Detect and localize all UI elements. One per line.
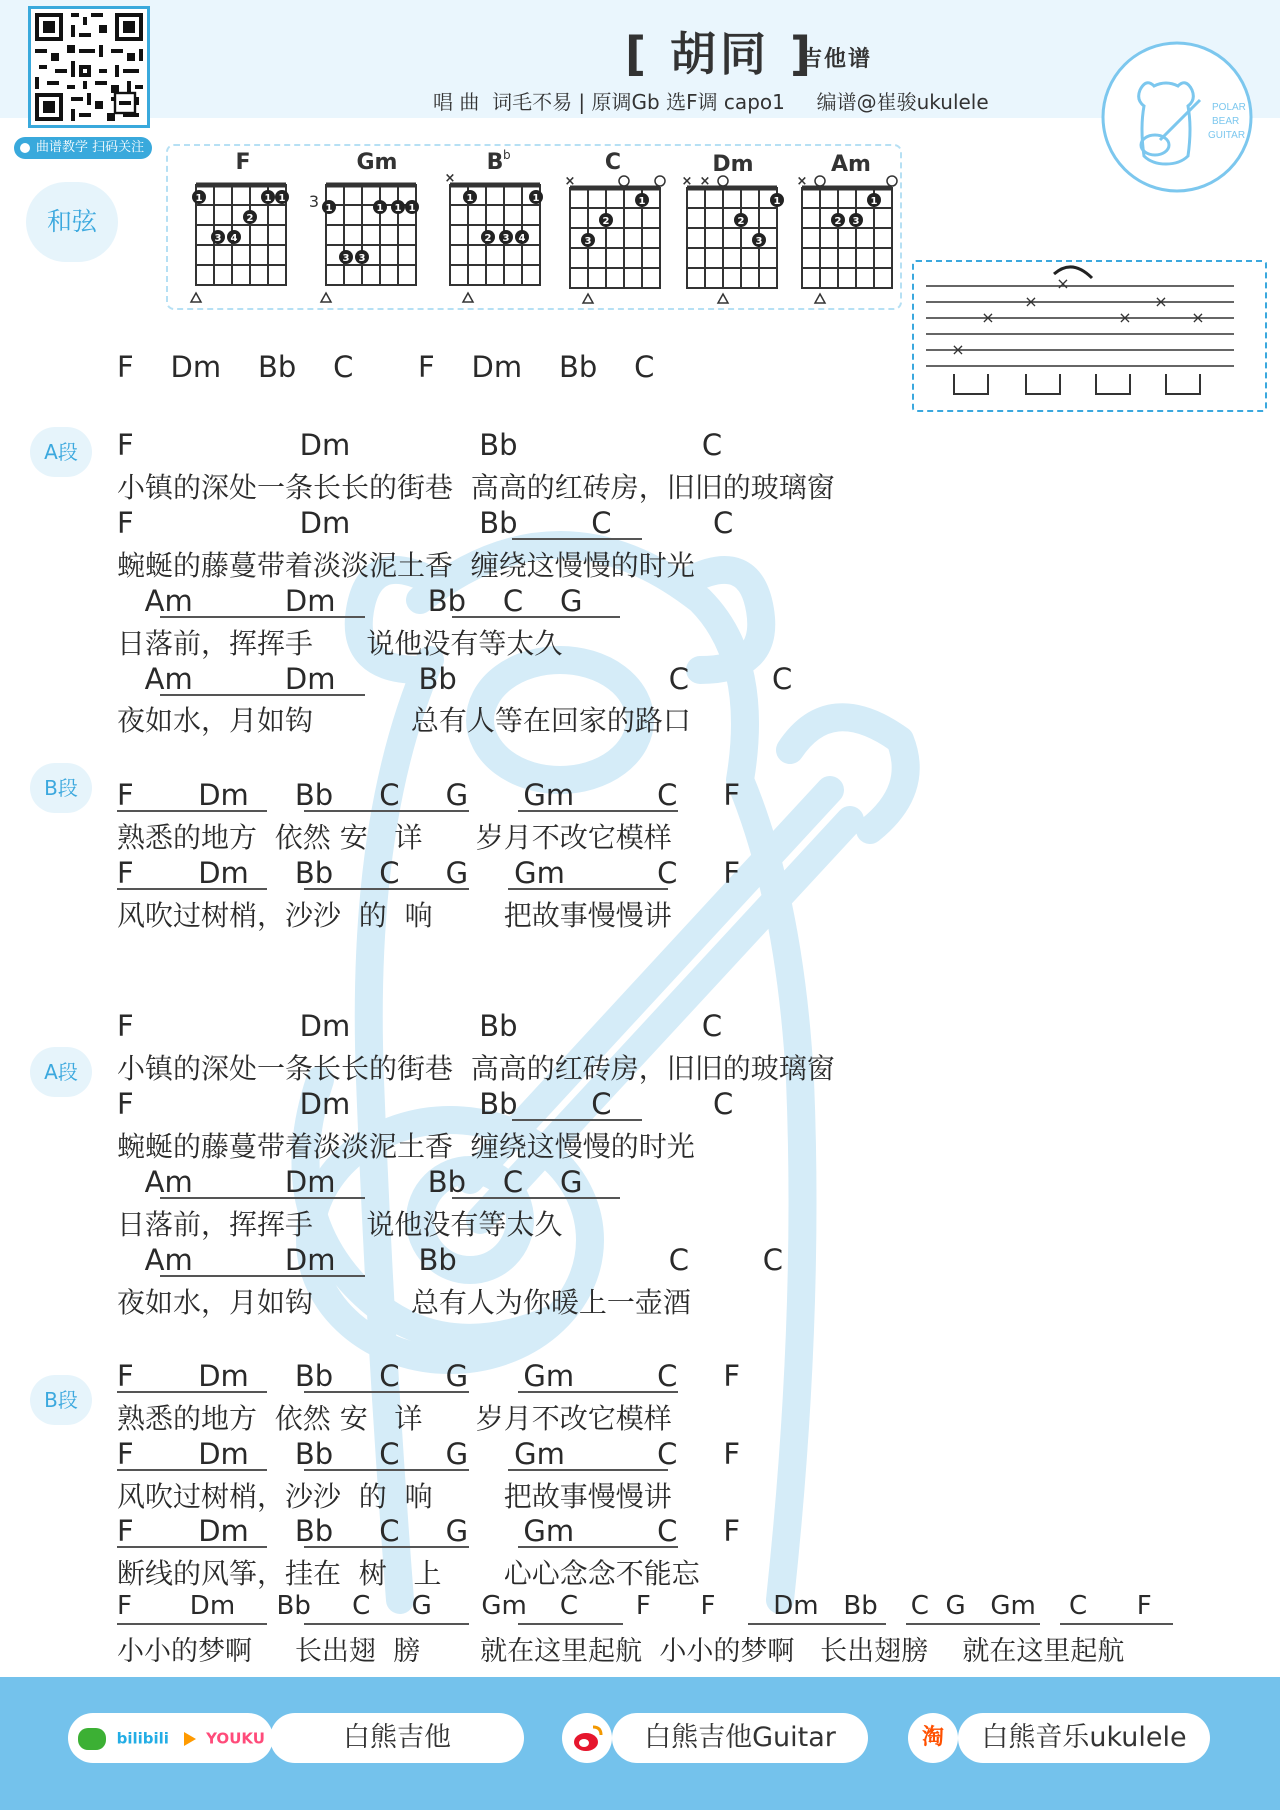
section-label-a: A段	[30, 427, 92, 477]
lyric-line: 风吹过树梢，沙沙 的 响 把故事慢慢讲	[117, 1480, 672, 1513]
svg-text:×: ×	[681, 174, 693, 189]
lyric-line: 蜿蜒的藤蔓带着淡淡泥土香 缠绕这慢慢的时光	[117, 1130, 695, 1163]
svg-text:3: 3	[358, 253, 366, 264]
lyric-line: 蜿蜒的藤蔓带着淡淡泥土香 缠绕这慢慢的时光	[117, 549, 695, 582]
chord-underline	[117, 1469, 267, 1471]
svg-text:3: 3	[755, 236, 763, 247]
weibo-name-pill[interactable]: 白熊吉他Guitar	[612, 1713, 868, 1763]
section-label-b: B段	[30, 1375, 92, 1425]
chord-underline	[452, 1197, 620, 1199]
chord-underline	[304, 1391, 469, 1393]
chord-line: Am Dm Bb C G	[117, 1165, 583, 1199]
svg-text:1: 1	[532, 193, 540, 204]
svg-text:1: 1	[773, 196, 781, 207]
chord-line: F Dm Bb C G Gm C F	[117, 1359, 741, 1393]
chord-diagram-f	[191, 185, 289, 302]
chord-underline	[160, 616, 365, 618]
chord-diagram-gm	[309, 185, 419, 302]
channel-name-pill[interactable]: 白熊吉他	[270, 1713, 524, 1763]
chord-diagram-bb	[445, 171, 543, 302]
lyric-line: 断线的风筝，挂在 树 上 心心念念不能忘	[117, 1557, 700, 1590]
svg-text:×: ×	[1024, 292, 1038, 311]
chord-line: F Dm Bb C G Gm C F	[117, 856, 741, 890]
logo-text-line: POLAR	[1212, 102, 1246, 113]
chord-line: F Dm Bb C	[117, 1009, 723, 1043]
svg-text:2: 2	[484, 233, 492, 244]
chord-line: F Dm Bb C G Gm C F	[117, 778, 741, 812]
lyric-line: 小小的梦啊 长出翅 膀 就在这里起航 小小的梦啊 长出翅膀 就在这里起航	[117, 1636, 1125, 1667]
chord-underline	[452, 616, 620, 618]
svg-text:×: ×	[1191, 308, 1205, 327]
svg-text:×: ×	[796, 174, 808, 189]
lyric-line: 小镇的深处一条长长的街巷 高高的红砖房，旧旧的玻璃窗	[117, 1052, 835, 1085]
taobao-icon[interactable]	[908, 1713, 958, 1763]
logo-text-line: GUITAR	[1208, 130, 1246, 141]
chord-underline	[508, 1469, 668, 1471]
svg-text:4: 4	[230, 233, 238, 244]
intro-progression: F Dm Bb C F Dm Bb C	[117, 350, 655, 384]
chord-line: F Dm Bb C G Gm C F	[117, 1514, 741, 1548]
chord-underline	[117, 1623, 267, 1625]
taobao-name-pill[interactable]: 白熊音乐ukulele	[958, 1713, 1210, 1763]
chord-name: C	[604, 150, 622, 175]
chord-underline	[518, 1546, 678, 1548]
lyric-line: 日落前，挥挥手 说他没有等太久	[117, 627, 563, 660]
lyric-line: 熟悉的地方 依然 安 详 岁月不改它模样	[117, 821, 672, 854]
chord-underline	[512, 538, 642, 540]
svg-text:3: 3	[584, 236, 592, 247]
chord-flat-mark: b	[503, 148, 511, 162]
chord-underline	[518, 1391, 678, 1393]
svg-text:×: ×	[699, 174, 711, 189]
chord-underline	[304, 1469, 469, 1471]
chord-line: Am Dm Bb C C	[117, 662, 793, 696]
chord-underline	[1060, 1623, 1173, 1625]
chord-line: Am Dm Bb C C	[117, 1243, 784, 1277]
chord-name: B	[486, 150, 504, 175]
svg-text:1: 1	[195, 193, 203, 204]
svg-text:1: 1	[870, 196, 878, 207]
weibo-icon[interactable]	[562, 1713, 612, 1763]
section-label-a: A段	[30, 1047, 92, 1097]
song-title-suffix: 吉他谱	[800, 47, 873, 72]
chord-underline	[160, 1197, 365, 1199]
chord-line: Am Dm Bb C G	[117, 584, 583, 618]
chord-underline	[518, 1623, 623, 1625]
rhythm-pattern-panel	[912, 260, 1267, 412]
logo-text-line: BEAR	[1212, 116, 1240, 127]
chord-line: F Dm Bb C G Gm C F F Dm Bb C G Gm C F	[117, 1591, 1152, 1621]
lyric-line: 日落前，挥挥手 说他没有等太久	[117, 1208, 563, 1241]
chord-underline	[160, 1275, 365, 1277]
svg-text:1: 1	[408, 203, 416, 214]
chord-underline	[117, 888, 267, 890]
chord-underline	[748, 1623, 886, 1625]
platform-logos-pill[interactable]	[68, 1713, 273, 1763]
svg-text:×: ×	[444, 171, 456, 186]
chord-name: Gm	[356, 150, 398, 175]
bilibili-logo: bilibili	[116, 1729, 169, 1748]
chord-diagram-dm	[682, 174, 784, 303]
svg-text:×: ×	[951, 340, 965, 359]
chord-underline	[518, 810, 678, 812]
chords-section-label: 和弦	[26, 182, 118, 262]
chord-diagrams	[166, 170, 902, 310]
polar-bear-guitar-logo	[1100, 40, 1255, 195]
song-credits: 唱 曲 词毛不易 | 原调Gb 选F调 capo1 编谱@崔骏ukulele	[433, 90, 989, 114]
svg-text:1: 1	[278, 193, 286, 204]
chord-line: F Dm Bb C	[117, 428, 723, 462]
song-title: [ 胡同 ]	[625, 27, 816, 81]
chord-line: F Dm Bb C G Gm C F	[117, 1437, 741, 1471]
svg-text:2: 2	[737, 216, 745, 227]
svg-text:3: 3	[214, 233, 222, 244]
chord-underline	[512, 1119, 642, 1121]
section-label-b: B段	[30, 763, 92, 813]
lyric-line: 风吹过树梢，沙沙 的 响 把故事慢慢讲	[117, 899, 672, 932]
qr-code[interactable]	[28, 6, 150, 128]
chord-underline	[160, 694, 365, 696]
qr-caption: 曲谱教学 扫码关注	[14, 137, 152, 159]
chord-underline	[906, 1623, 1040, 1625]
youku-play-icon	[184, 1732, 196, 1746]
svg-text:1: 1	[376, 203, 384, 214]
chord-name: Am	[831, 152, 871, 177]
svg-text:1: 1	[325, 203, 333, 214]
gm-fret-number: 3	[308, 192, 320, 211]
svg-text:×: ×	[981, 308, 995, 327]
svg-text:3: 3	[502, 233, 510, 244]
svg-text:2: 2	[834, 216, 842, 227]
svg-text:2: 2	[246, 213, 254, 224]
svg-text:4: 4	[518, 233, 526, 244]
svg-text:×: ×	[564, 174, 576, 189]
chord-diagram-am	[797, 174, 897, 303]
strum-pattern-tab	[914, 262, 1265, 410]
svg-text:3: 3	[852, 216, 860, 227]
svg-text:1: 1	[264, 193, 272, 204]
chord-underline	[304, 888, 469, 890]
svg-text:1: 1	[394, 203, 402, 214]
chord-diagram-c	[565, 174, 665, 303]
lyric-line: 夜如水，月如钩 总有人等在回家的路口	[117, 704, 691, 737]
chord-name: Dm	[712, 152, 754, 177]
svg-text:×: ×	[1056, 274, 1070, 293]
chord-name: F	[235, 150, 251, 175]
svg-text:3: 3	[342, 253, 350, 264]
qr-pattern-icon	[31, 9, 147, 125]
youku-logo: YOUKU	[206, 1729, 265, 1748]
chord-underline	[117, 1546, 267, 1548]
svg-text:1: 1	[638, 196, 646, 207]
lyric-line: 小镇的深处一条长长的街巷 高高的红砖房，旧旧的玻璃窗	[117, 471, 835, 504]
chord-underline	[117, 1391, 267, 1393]
chord-line: F Dm Bb C C	[117, 1087, 734, 1121]
chord-underline	[304, 1546, 469, 1548]
taobao-glyph: 淘	[921, 1725, 944, 1750]
chord-underline	[304, 810, 469, 812]
chord-underline	[508, 888, 668, 890]
chord-underline	[304, 1623, 469, 1625]
svg-text:2: 2	[602, 216, 610, 227]
chord-underline	[117, 810, 267, 812]
svg-text:×: ×	[1154, 292, 1168, 311]
svg-text:×: ×	[1118, 308, 1132, 327]
chord-line: F Dm Bb C C	[117, 506, 734, 540]
svg-text:1: 1	[466, 193, 474, 204]
lyric-line: 夜如水，月如钩 总有人为你暖上一壶酒	[117, 1286, 691, 1319]
lyric-line: 熟悉的地方 依然 安 详 岁月不改它模样	[117, 1402, 672, 1435]
wechat-icon	[78, 1728, 106, 1750]
